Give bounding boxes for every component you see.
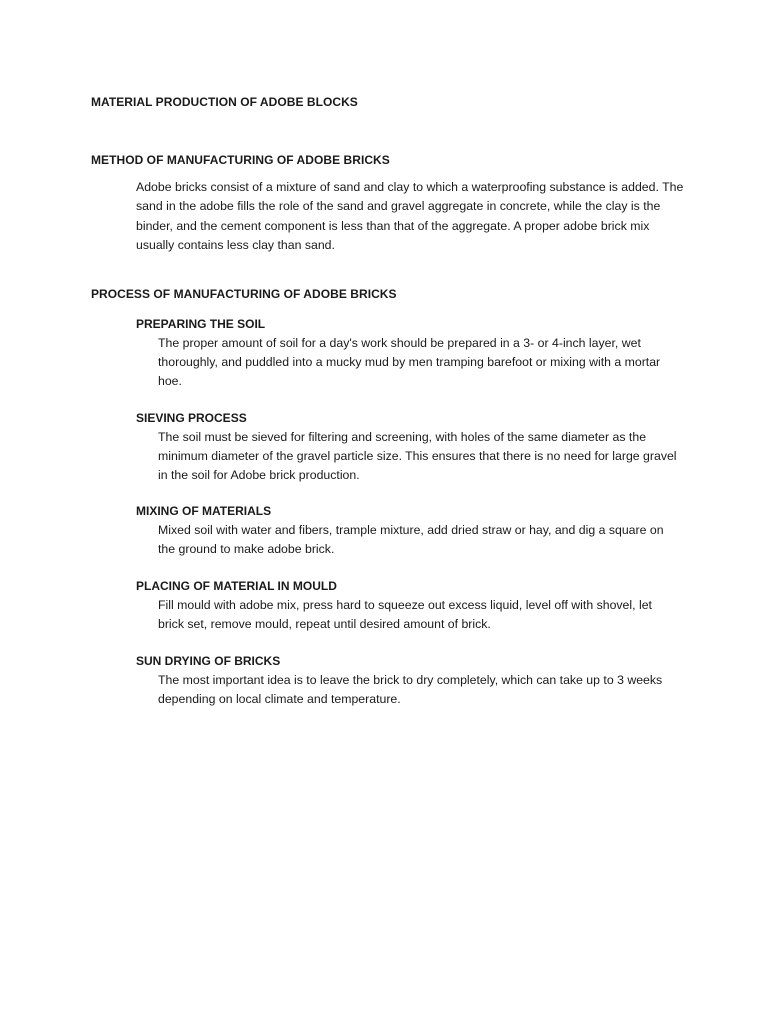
step-title: SIEVING PROCESS bbox=[136, 411, 247, 425]
step-sun-drying bbox=[136, 653, 686, 709]
document-title: MATERIAL PRODUCTION OF ADOBE BLOCKS bbox=[91, 95, 358, 109]
step-text: The soil must be sieved for filtering and screening, with holes of the same diameter as the minimum diameter of the gravel particle size. This ensures that there is no need for large gravel in the soil for Adobe brick production. bbox=[158, 430, 677, 482]
step-placing-in-mould bbox=[136, 578, 686, 634]
step-title: SUN DRYING OF BRICKS bbox=[136, 654, 281, 668]
method-heading: METHOD OF MANUFACTURING OF ADOBE BRICKS bbox=[91, 153, 390, 167]
step-sieving-process bbox=[136, 410, 686, 485]
step-mixing-materials bbox=[136, 503, 686, 559]
step-text: The proper amount of soil for a day's work should be prepared in a 3- or 4-inch layer, wet thoroughly, and puddled into a mucky mud by men tramping barefoot or mixing with a mortar hoe. bbox=[158, 336, 661, 388]
step-text: Mixed soil with water and fibers, trample mixture, add dried straw or hay, and dig a square on the ground to make adobe brick. bbox=[158, 523, 664, 556]
step-text: Fill mould with adobe mix, press hard to squeeze out excess liquid, level off with shovel, let brick set, remove mould, repeat until desired amount of brick. bbox=[158, 598, 652, 631]
step-title: PLACING OF MATERIAL IN MOULD bbox=[136, 579, 337, 593]
step-title: MIXING OF MATERIALS bbox=[136, 504, 272, 518]
step-title: PREPARING THE SOIL bbox=[136, 317, 266, 331]
step-preparing-soil bbox=[136, 316, 686, 391]
process-heading: PROCESS OF MANUFACTURING OF ADOBE BRICKS bbox=[91, 287, 397, 301]
step-text: The most important idea is to leave the brick to dry completely, which can take up to 3 weeks depending on local climate and temperature. bbox=[158, 673, 663, 706]
method-paragraph: Adobe bricks consist of a mixture of sand and clay to which a waterproofing substance is added. The sand in the adobe fills the role of the sand and gravel aggregate in concrete, while the clay is the binder, and the cement component is less than that of the aggregate. A proper adobe brick mix usually contains less clay than sand. bbox=[136, 180, 684, 253]
